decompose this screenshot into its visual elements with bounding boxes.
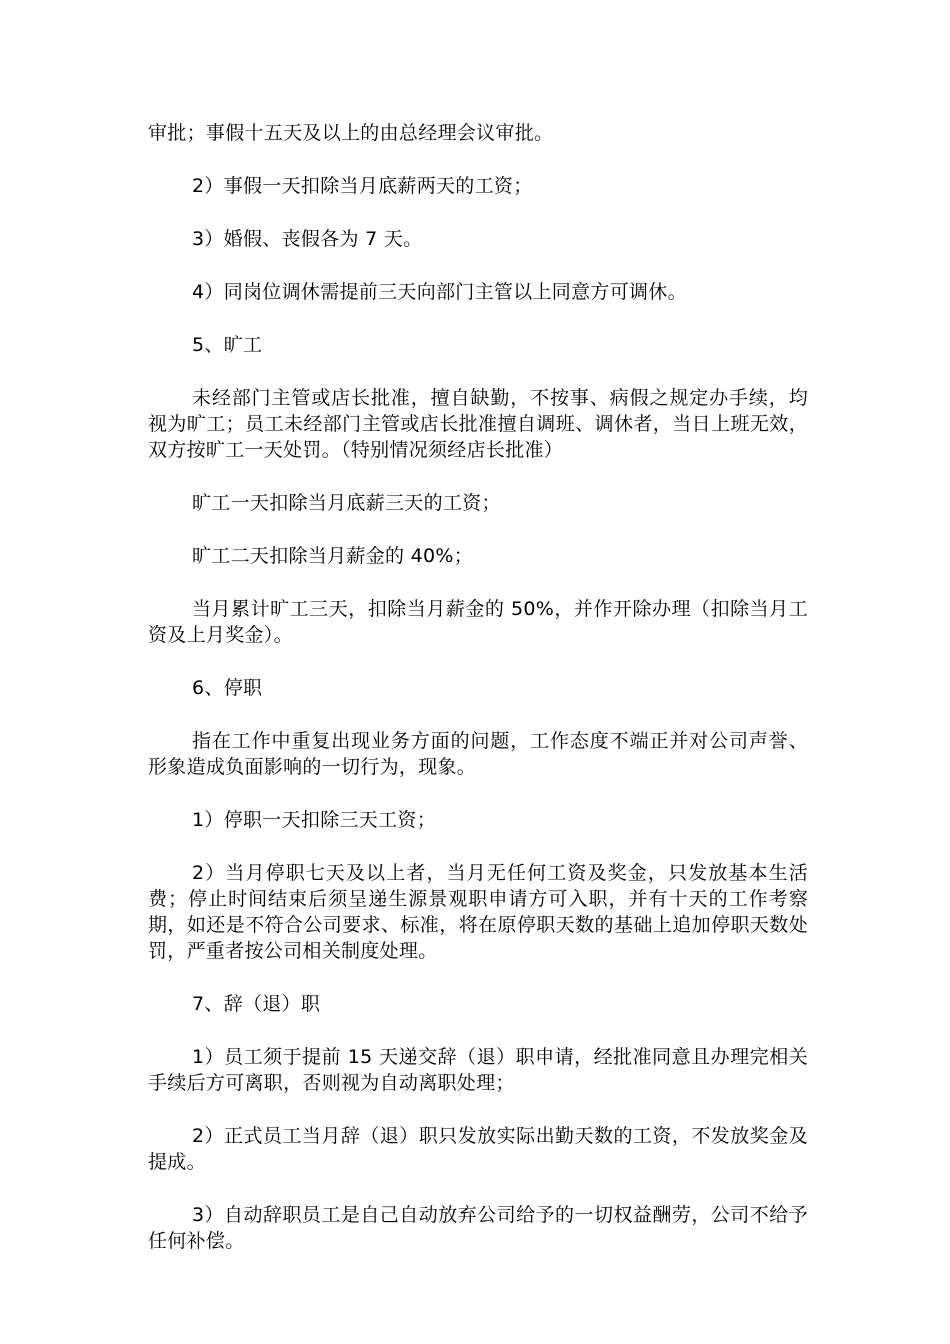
section-heading-absenteeism: 5、旷工 [192, 334, 263, 356]
paragraph-shift-swap-rule: 4）同岗位调休需提前三天向部门主管以上同意方可调休。 [192, 281, 687, 303]
paragraph-suspension-seven-days: 2）当月停职七天及以上者，当月无任何工资及奖金，只发放基本生活费；停止时间结束后须呈递生源景观职申请方可入职，并有十天的工作考察期，如还是不符合公司要求、标准，将在原停职天数的基础上追加停职天数处罚，严重者按公司相关制度处理。 [148, 862, 808, 962]
paragraph-suspension-definition: 指在工作中重复出现业务方面的问题，工作态度不端正并对公司声誉、形象造成负面影响的一切行为，现象。 [148, 730, 808, 778]
section-heading-resignation: 7、辞（退）职 [192, 993, 321, 1015]
paragraph-absenteeism-definition: 未经部门主管或店长批准，擅自缺勤，不按事、病假之规定办手续，均视为旷工；员工未经部门主管或店长批准擅自调班、调休者，当日上班无效，双方按旷工一天处罚。（特别情况须经店长批准） [148, 387, 808, 461]
paragraph-absent-three-days: 当月累计旷工三天，扣除当月薪金的 50%，并作开除办理（扣除当月工资及上月奖金）。 [148, 598, 808, 646]
document-body [148, 120, 808, 1281]
paragraph-resignation-pay: 2）正式员工当月辞（退）职只发放实际出勤天数的工资，不发放奖金及提成。 [148, 1125, 808, 1173]
paragraph-approval-continued: 审批；事假十五天及以上的由总经理会议审批。 [148, 122, 554, 144]
paragraph-voluntary-resignation: 3）自动辞职员工是自己自动放弃公司给予的一切权益酬劳，公司不给予任何补偿。 [148, 1204, 808, 1252]
paragraph-marriage-funeral-leave: 3）婚假、丧假各为 7 天。 [192, 228, 423, 250]
section-heading-suspension: 6、停职 [192, 677, 263, 699]
paragraph-personal-leave-deduction: 2）事假一天扣除当月底薪两天的工资； [192, 175, 533, 197]
paragraph-absent-two-days: 旷工二天扣除当月薪金的 40%； [192, 545, 474, 567]
paragraph-suspension-one-day: 1）停职一天扣除三天工资； [192, 809, 436, 831]
paragraph-resignation-notice: 1）员工须于提前 15 天递交辞（退）职申请，经批准同意且办理完相关手续后方可离职，否则视为自动离职处理； [148, 1046, 808, 1094]
paragraph-absent-one-day: 旷工一天扣除当月底薪三天的工资； [192, 492, 501, 514]
